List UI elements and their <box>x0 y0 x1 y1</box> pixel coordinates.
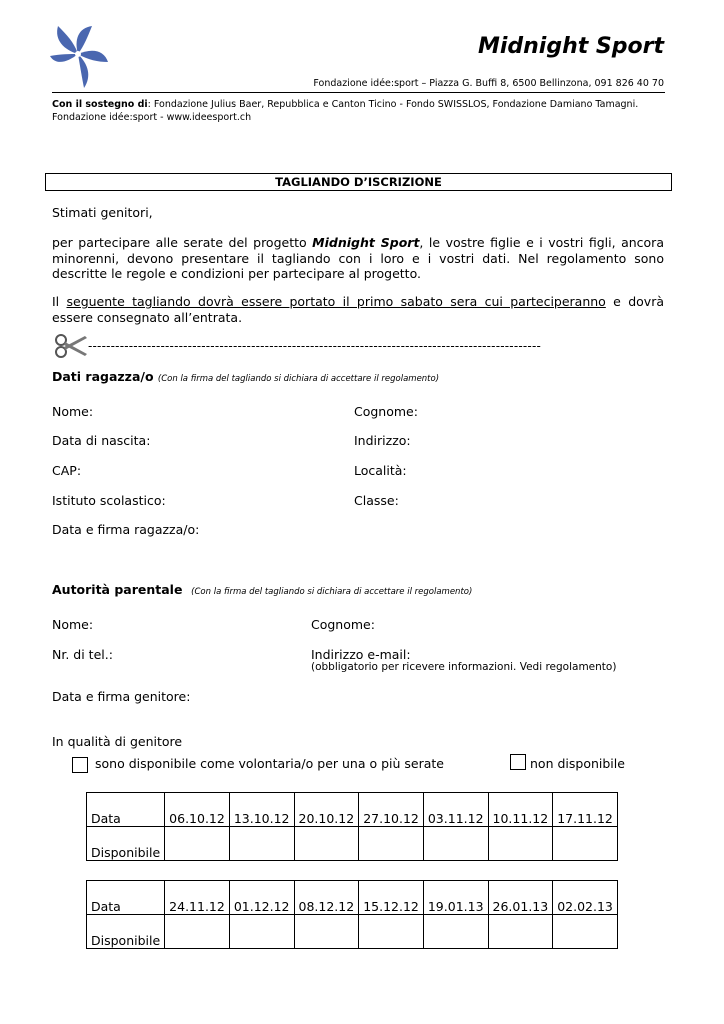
availability-cell[interactable] <box>359 827 424 861</box>
volunteer-unavailable-label: non disponibile <box>530 756 625 771</box>
table-row <box>87 827 618 861</box>
youth-locality-label: Località: <box>354 463 407 478</box>
youth-birthdate-label: Data di nascita: <box>52 433 151 448</box>
youth-last-name-label: Cognome: <box>354 404 418 419</box>
brand-title: Midnight Sport <box>477 34 664 59</box>
date-cell: 01.12.12 <box>229 881 294 915</box>
table-row-header: Data <box>87 881 165 915</box>
availability-cell[interactable] <box>423 915 488 949</box>
date-cell: 03.11.12 <box>423 793 488 827</box>
instructions-after: e dovrà essere consegnato all’entrata. <box>52 294 664 325</box>
date-cell: 17.11.12 <box>553 793 618 827</box>
parent-signature-label: Data e firma genitore: <box>52 689 191 704</box>
availability-cell[interactable] <box>229 827 294 861</box>
parent-email-label: Indirizzo e-mail: <box>311 647 411 662</box>
availability-cell[interactable] <box>165 827 230 861</box>
greeting: Stimati genitori, <box>52 205 153 220</box>
availability-cell[interactable] <box>488 827 553 861</box>
date-cell: 24.11.12 <box>165 881 230 915</box>
parent-title: Autorità parentale <box>52 582 183 597</box>
instructions-underlined: seguente tagliando dovrà essere portato il primo sabato sera cui parteciperanno <box>66 294 606 309</box>
availability-cell[interactable] <box>553 827 618 861</box>
support-label: Con il sostegno di <box>52 99 148 110</box>
date-cell: 26.01.13 <box>488 881 553 915</box>
parent-capacity-label: In qualità di genitore <box>52 734 183 749</box>
support-website: Fondazione idée:sport - www.ideesport.ch <box>52 112 252 123</box>
date-cell: 06.10.12 <box>165 793 230 827</box>
dates-table-2 <box>86 880 618 949</box>
instructions-paragraph <box>52 294 664 325</box>
availability-cell[interactable] <box>229 915 294 949</box>
support-sponsors: : Fondazione Julius Baer, Repubblica e Canton Ticino - Fondo SWISSLOS, Fondazione Damiano Tamagni. <box>147 99 639 110</box>
intro-brand: Midnight Sport <box>312 235 420 250</box>
table-row-header: Data <box>87 793 165 827</box>
intro-paragraph <box>52 235 664 282</box>
table-row <box>87 915 618 949</box>
date-cell: 27.10.12 <box>359 793 424 827</box>
table-row <box>87 793 618 827</box>
availability-cell[interactable] <box>294 827 359 861</box>
table-row <box>87 881 618 915</box>
availability-cell[interactable] <box>423 827 488 861</box>
parent-phone-label: Nr. di tel.: <box>52 647 113 662</box>
youth-signature-label: Data e firma ragazza/o: <box>52 522 200 537</box>
youth-first-name-label: Nome: <box>52 404 94 419</box>
parent-email-note: (obbligatorio per ricevere informazioni. Vedi regolamento) <box>311 661 617 673</box>
date-cell: 08.12.12 <box>294 881 359 915</box>
date-cell: 20.10.12 <box>294 793 359 827</box>
volunteer-unavailable-checkbox[interactable] <box>510 754 526 770</box>
intro-text-after: , le vostre figlie e i vostri figli, ancora minorenni, devono presentare il tagliando con i loro e i vostri dati. Nel regolamento sono descritte le regole e condizioni per partecipare al progetto. <box>52 235 664 281</box>
dates-table-1 <box>86 792 618 861</box>
midnight-sport-logo <box>48 20 110 90</box>
youth-section-title <box>52 369 439 384</box>
availability-cell[interactable] <box>553 915 618 949</box>
scissors-icon <box>54 333 88 359</box>
date-cell: 02.02.13 <box>553 881 618 915</box>
volunteer-available-label: sono disponibile come volontaria/o per una o più serate <box>95 756 444 771</box>
availability-cell[interactable] <box>294 915 359 949</box>
support-text <box>52 98 672 124</box>
volunteer-available-checkbox[interactable] <box>72 757 88 773</box>
table-row-header: Disponibile <box>87 915 165 949</box>
parent-first-name-label: Nome: <box>52 617 94 632</box>
date-cell: 15.12.12 <box>359 881 424 915</box>
youth-address-label: Indirizzo: <box>354 433 411 448</box>
parent-section-title <box>52 582 472 597</box>
availability-cell[interactable] <box>165 915 230 949</box>
table-row-header: Disponibile <box>87 827 165 861</box>
date-cell: 19.01.13 <box>423 881 488 915</box>
form-title: TAGLIANDO D’ISCRIZIONE <box>45 173 672 191</box>
availability-cell[interactable] <box>359 915 424 949</box>
youth-postal-code-label: CAP: <box>52 463 82 478</box>
intro-text-before: per partecipare alle serate del progetto <box>52 235 313 250</box>
instructions-before: Il <box>52 294 67 309</box>
date-cell: 13.10.12 <box>229 793 294 827</box>
foundation-address: Fondazione idée:sport – Piazza G. Buffi 8, 6500 Bellinzona, 091 826 40 70 <box>313 78 664 89</box>
header-divider <box>52 92 665 93</box>
youth-title: Dati ragazza/o <box>52 369 154 384</box>
youth-school-label: Istituto scolastico: <box>52 493 166 508</box>
date-cell: 10.11.12 <box>488 793 553 827</box>
parent-note: (Con la firma del tagliando si dichiara di accettare il regolamento) <box>191 587 473 597</box>
cut-line: ---------------------------------------------------------------------------------------------------- <box>88 339 542 353</box>
parent-last-name-label: Cognome: <box>311 617 375 632</box>
availability-cell[interactable] <box>488 915 553 949</box>
youth-class-label: Classe: <box>354 493 399 508</box>
youth-note: (Con la firma del tagliando si dichiara di accettare il regolamento) <box>157 374 440 384</box>
